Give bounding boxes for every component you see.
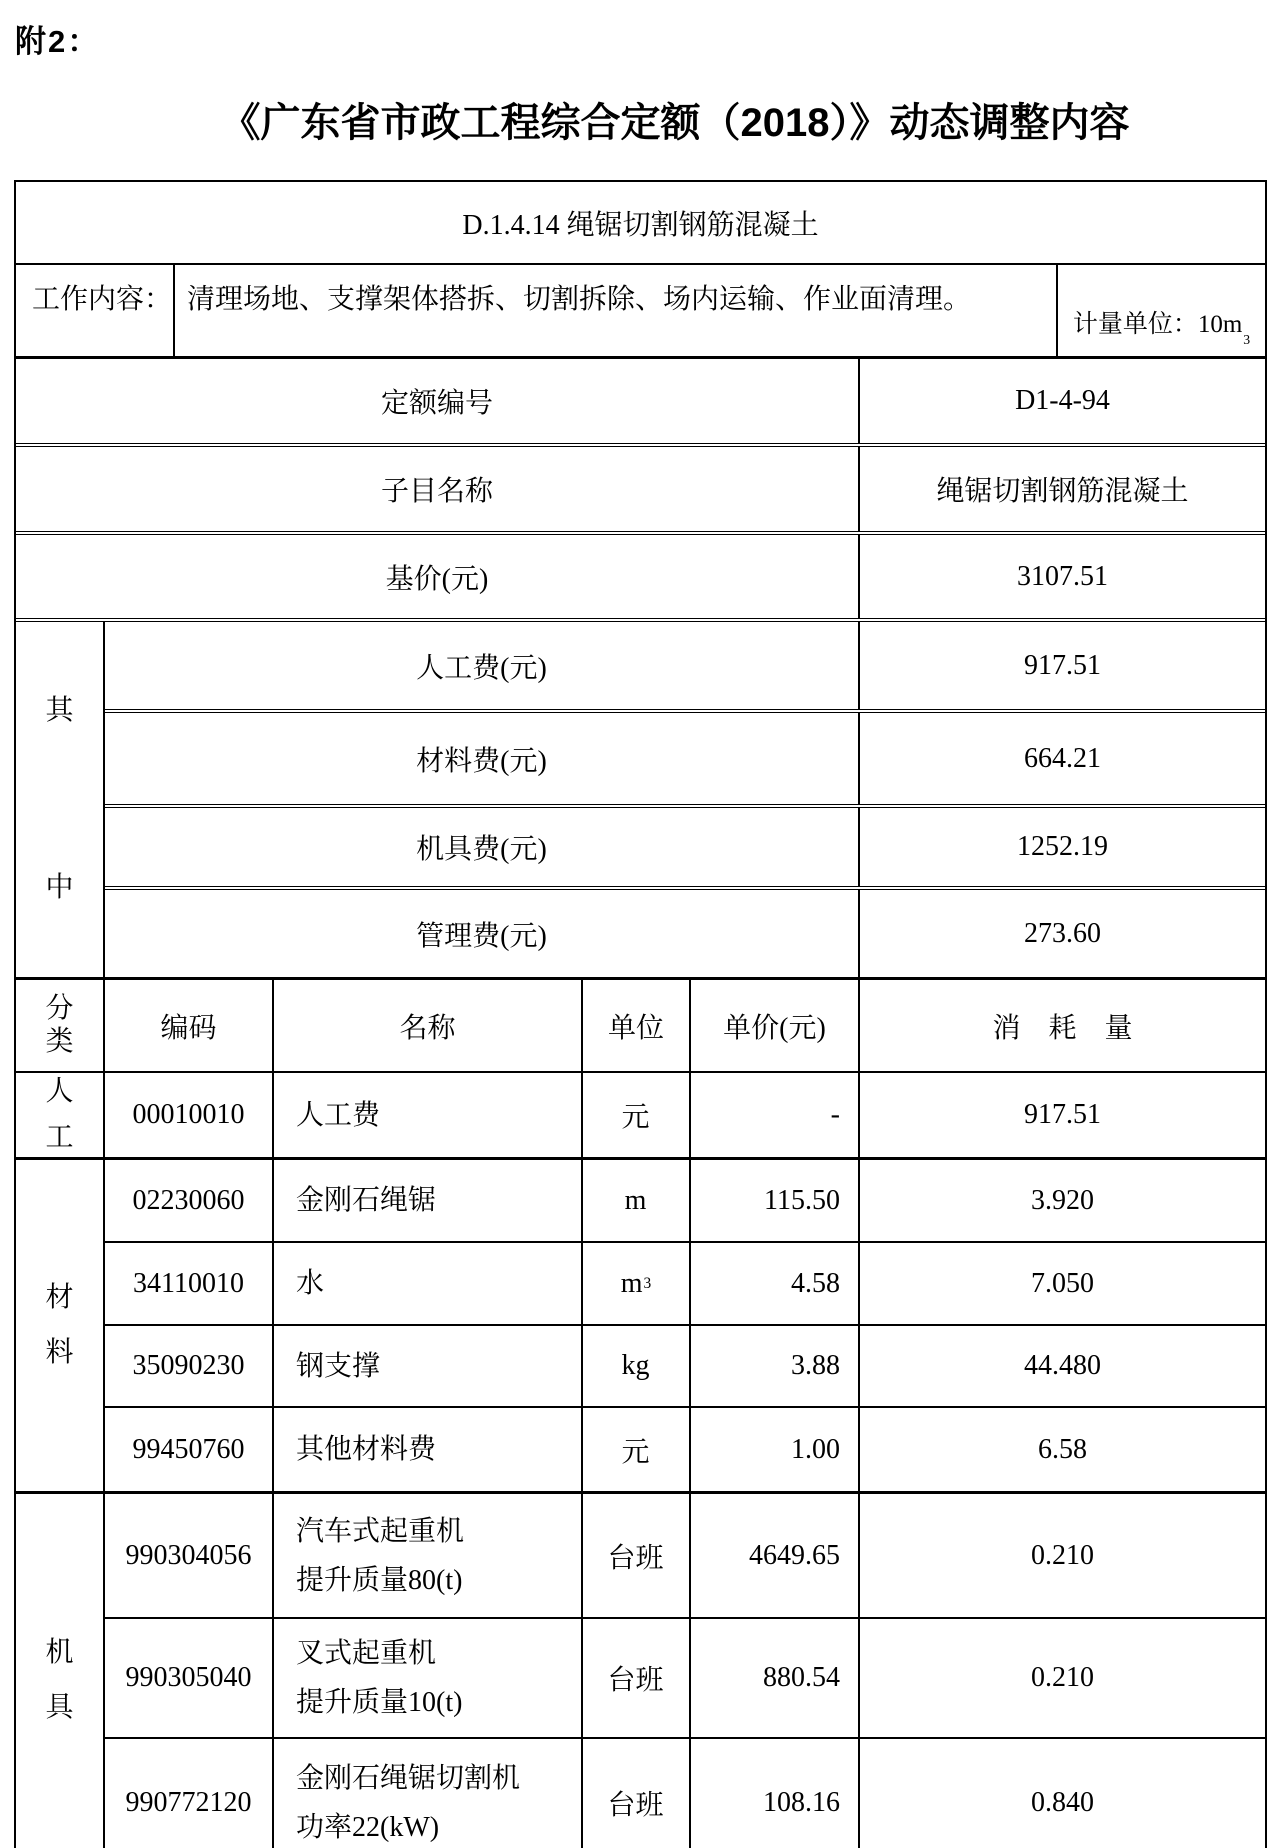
group-label-labor: 人 工	[16, 1073, 105, 1157]
labor-cost-row	[105, 622, 1265, 713]
col-header-code: 编码	[105, 980, 274, 1071]
management-cost-row	[105, 890, 1265, 977]
item-consumption: 6.58	[1038, 1433, 1087, 1465]
detail-header-row	[16, 980, 1265, 1073]
item-name: 汽车式起重机 提升质量80(t)	[274, 1494, 583, 1617]
material-cost-row	[105, 713, 1265, 808]
row-label: 子目名称	[16, 447, 860, 531]
item-name: 金刚石绳锯	[274, 1160, 583, 1241]
item-name: 人工费	[274, 1073, 583, 1157]
among-char-1: 其	[45, 694, 74, 726]
detail-group-material	[16, 1160, 1265, 1494]
item-code: 00010010	[105, 1073, 274, 1157]
col-header-unit: 单位	[583, 980, 691, 1071]
item-price: 4649.65	[691, 1494, 860, 1617]
item-unit: 元	[583, 1073, 691, 1157]
item-code: 990772120	[105, 1739, 274, 1848]
item-consumption: 917.51	[1024, 1099, 1101, 1130]
detail-row	[105, 1739, 1265, 1848]
item-unit: 台班	[583, 1739, 691, 1848]
item-name-row	[16, 447, 1265, 535]
item-name: 叉式起重机 提升质量10(t)	[274, 1619, 583, 1737]
among-char-2: 中	[45, 872, 74, 904]
row-label: 基价(元)	[16, 535, 860, 618]
col-header-price: 单价(元)	[691, 980, 860, 1071]
measure-unit: 计量单位：10m 3	[1058, 265, 1265, 356]
base-price-row	[16, 535, 1265, 622]
item-price: 1.00	[691, 1408, 860, 1491]
col-header-category: 分 类	[16, 980, 105, 1071]
item-price: 4.58	[691, 1243, 860, 1324]
item-price: 115.50	[691, 1160, 860, 1241]
among-group-label	[16, 622, 105, 977]
item-name: 金刚石绳锯切割机 功率22(kW)	[274, 1739, 583, 1848]
among-section	[16, 622, 1265, 980]
item-unit: m 3	[583, 1243, 691, 1324]
item-code: 02230060	[105, 1160, 274, 1241]
item-consumption: 0.210	[1031, 1539, 1094, 1571]
item-consumption: 0.840	[1031, 1787, 1094, 1818]
detail-row	[105, 1243, 1265, 1326]
detail-row	[105, 1326, 1265, 1408]
detail-row	[105, 1619, 1265, 1739]
item-code: 990304056	[105, 1494, 274, 1617]
detail-row	[105, 1408, 1265, 1491]
item-price: 3.88	[691, 1326, 860, 1406]
attachment-label: 附2：	[15, 24, 101, 59]
row-label: 材料费(元)	[105, 713, 860, 804]
quota-number-row	[16, 359, 1265, 447]
item-unit: kg	[583, 1326, 691, 1406]
group-label-material: 材 料	[16, 1160, 105, 1491]
work-content-text: 清理场地、支撑架体搭拆、切割拆除、场内运输、作业面清理。	[175, 265, 1058, 356]
item-unit: 台班	[583, 1619, 691, 1737]
work-content-label: 工作内容：	[16, 265, 175, 356]
material-cost-value: 664.21	[1024, 742, 1101, 774]
machine-cost-value: 1252.19	[1017, 831, 1108, 862]
col-header-name: 名称	[274, 980, 583, 1071]
group-label-machinery: 机 具	[16, 1494, 105, 1848]
item-consumption: 44.480	[1024, 1350, 1101, 1381]
row-label: 管理费(元)	[105, 890, 860, 977]
base-price-value: 3107.51	[1017, 560, 1108, 592]
machine-cost-row	[105, 808, 1265, 890]
detail-group-machinery	[16, 1494, 1265, 1848]
item-code: 34110010	[105, 1243, 274, 1324]
labor-cost-value: 917.51	[1024, 649, 1101, 681]
item-name: 其他材料费	[274, 1408, 583, 1491]
item-consumption: 7.050	[1031, 1267, 1094, 1299]
item-consumption: 0.210	[1031, 1662, 1094, 1693]
work-content-row	[16, 265, 1265, 359]
item-name: 钢支撑	[274, 1326, 583, 1406]
detail-row	[105, 1160, 1265, 1243]
col-header-consumption: 消 耗 量	[992, 1012, 1133, 1044]
item-code: 35090230	[105, 1326, 274, 1406]
item-price: 880.54	[691, 1619, 860, 1737]
row-label: 机具费(元)	[105, 808, 860, 886]
section-heading-row	[16, 182, 1265, 265]
management-cost-value: 273.60	[1024, 917, 1101, 949]
detail-row	[105, 1073, 1265, 1157]
row-label: 定额编号	[16, 359, 860, 443]
item-price: -	[691, 1073, 860, 1157]
item-name-value: 绳锯切割钢筋混凝土	[936, 476, 1189, 507]
item-code: 99450760	[105, 1408, 274, 1491]
detail-row	[105, 1494, 1265, 1619]
item-unit: m	[583, 1160, 691, 1241]
item-unit: 元	[583, 1408, 691, 1491]
detail-group-labor	[16, 1073, 1265, 1160]
measure-unit-text: 计量单位：10m	[1072, 311, 1243, 338]
quota-table	[14, 180, 1267, 1848]
section-heading: D.1.4.14 绳锯切割钢筋混凝土	[462, 209, 819, 241]
item-unit: 台班	[583, 1494, 691, 1617]
row-label: 人工费(元)	[105, 622, 860, 709]
item-price: 108.16	[691, 1739, 860, 1848]
item-name: 水	[274, 1243, 583, 1324]
item-code: 990305040	[105, 1619, 274, 1737]
quota-number-value: D1-4-94	[1015, 385, 1110, 416]
document-title: 《广东省市政工程综合定额（2018）》动态调整内容	[220, 101, 1130, 145]
item-consumption: 3.920	[1031, 1184, 1094, 1216]
